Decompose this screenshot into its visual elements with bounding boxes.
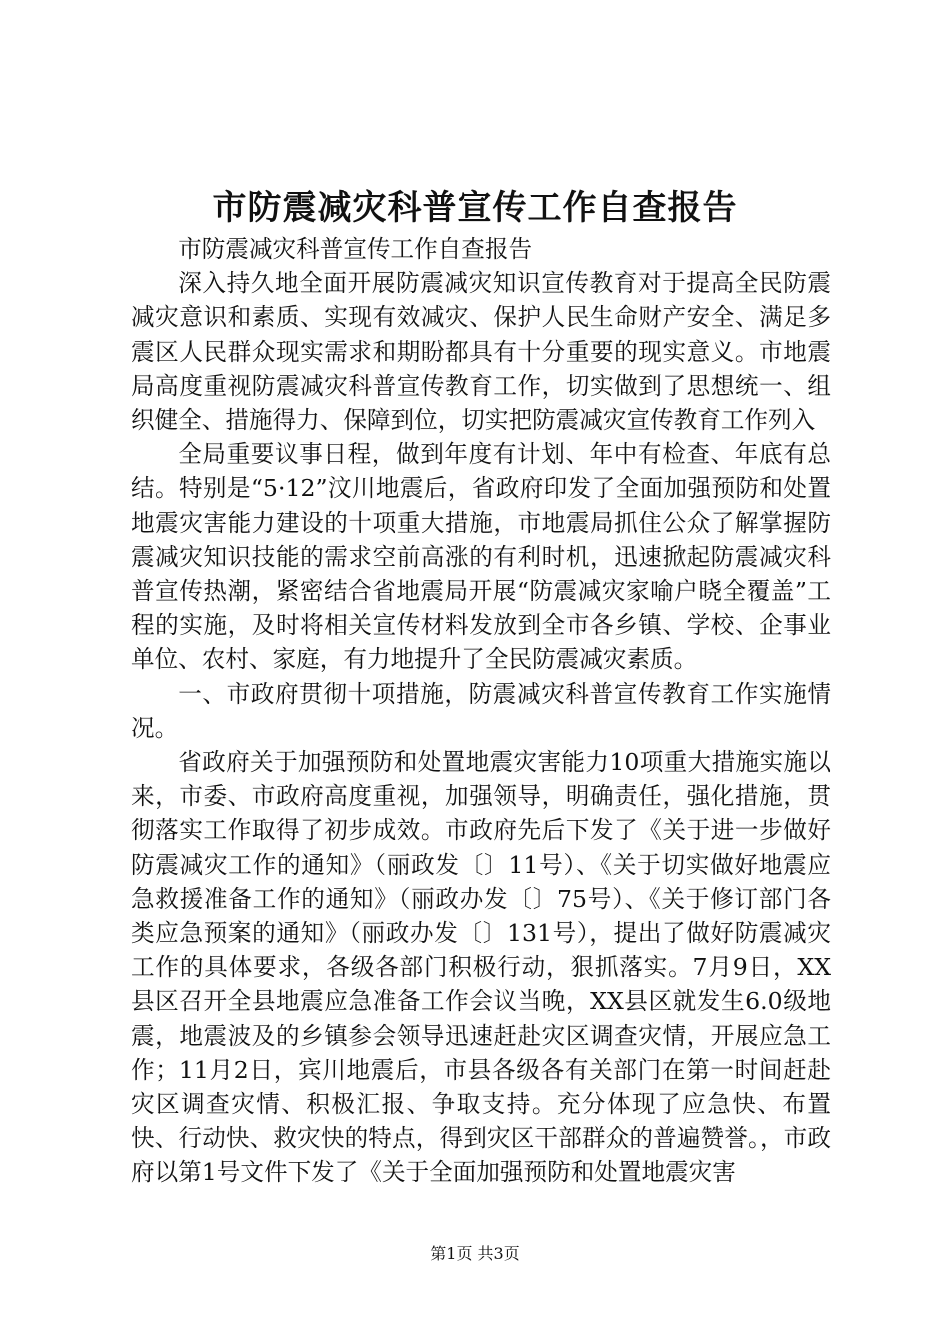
document-body: [131, 232, 831, 1190]
paragraph-agenda: 全局重要议事日程，做到年度有计划、年中有检查、年底有总结。特别是“5·12”汶川地震后，省政府印发了全面加强预防和处置地震灾害能力建设的十项重大措施，市地震局抓住公众了解掌握防震减灾知识技能的需求空前高涨的有利时机，迅速掀起防震减灾科普宣传热潮，紧密结合省地震局开展“防震减灾家喻户晓全覆盖”工程的实施，及时将相关宣传材料发放到全市各乡镇、学校、企事业单位、农村、家庭，有力地提升了全民防震减灾素质。: [131, 440, 831, 674]
paragraph-subtitle: 市防震减灾科普宣传工作自查报告: [178, 235, 533, 263]
paragraph-section-heading: 一、市政府贯彻十项措施，防震减灾科普宣传教育工作实施情况。: [131, 679, 831, 742]
document-title: 市防震减灾科普宣传工作自查报告: [212, 188, 738, 228]
paragraph-implementation: 省政府关于加强预防和处置地震灾害能力10项重大措施实施以来，市委、市政府高度重视，加强领导，明确责任，强化措施，贯彻落实工作取得了初步成效。市政府先后下发了《关于进一步做好防震减灾工作的通知》（丽政发〔〕11号）、《关于切实做好地震应急救援准备工作的通知》（丽政办发〔〕75号）、《关于修订部门各类应急预案的通知》（丽政办发〔〕131号），提出了做好防震减灾工作的具体要求，各级各部门积极行动，狠抓落实。7月9日，XX县区召开全县地震应急准备工作会议当晚，XX县区就发生6.0级地震，地震波及的乡镇参会领导迅速赶赴灾区调查灾情，开展应急工作；11月2日，宾川地震后，市县各级各有关部门在第一时间赶赴灾区调查灾情、积极汇报、争取支持。充分体现了应急快、布置快、行动快、救灾快的特点，得到灾区干部群众的普遍赞誉。，市政府以第1号文件下发了《关于全面加强预防和处置地震灾害: [131, 748, 831, 1187]
page-footer: 第1页 共3页: [430, 1244, 520, 1263]
paragraph-intro: 深入持久地全面开展防震减灾知识宣传教育对于提高全民防震减灾意识和素质、实现有效减灾、保护人民生命财产安全、满足多震区人民群众现实需求和期盼都具有十分重要的现实意义。市地震局高度重视防震减灾科普宣传教育工作，切实做到了思想统一、组织健全、措施得力、保障到位，切实把防震减灾宣传教育工作列入: [131, 269, 831, 435]
